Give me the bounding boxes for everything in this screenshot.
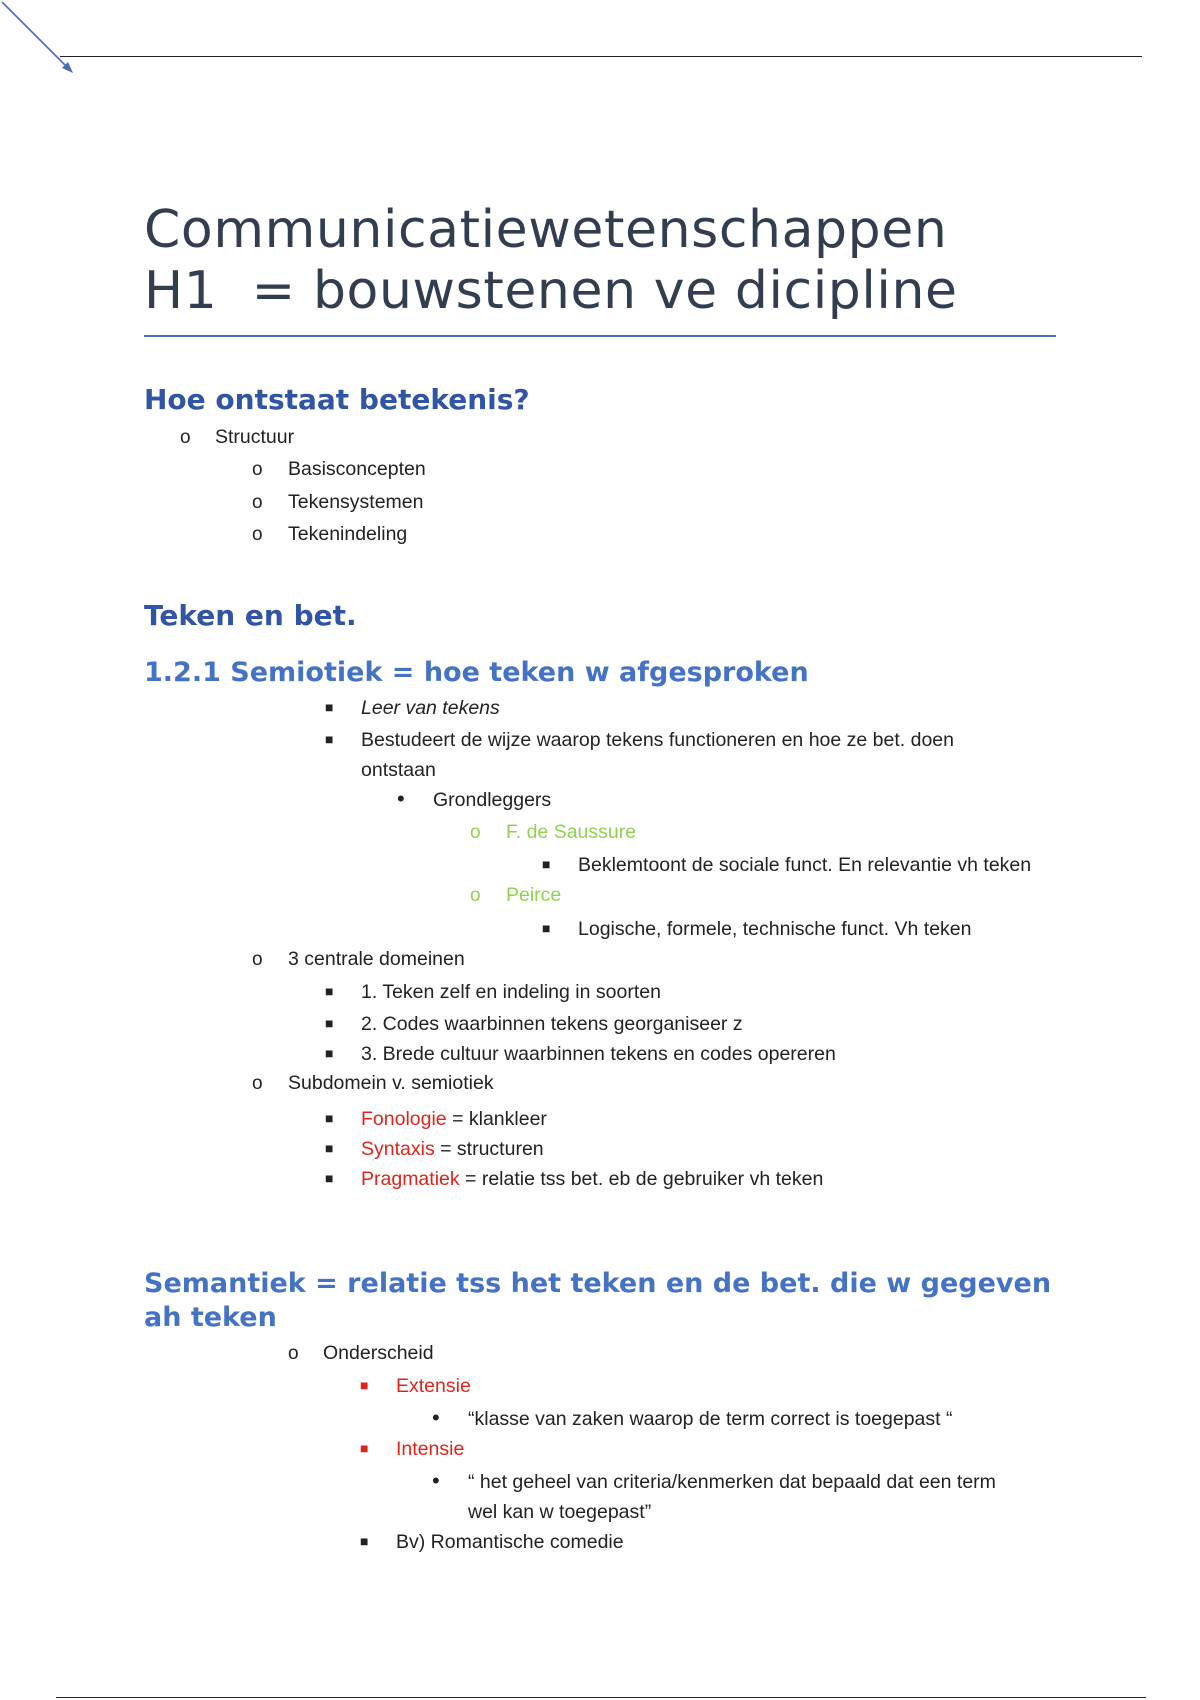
bullet-circle-icon: o xyxy=(252,949,263,970)
bullet-dot-icon: • xyxy=(432,1405,440,1430)
bullet-dot-icon: • xyxy=(432,1468,440,1493)
heading-teken-en-bet: Teken en bet. xyxy=(144,599,357,632)
bullet-circle-icon: o xyxy=(252,459,263,480)
bullet-circle-icon: o xyxy=(470,822,481,843)
list-item-syntaxis xyxy=(361,1134,544,1164)
list-item-fonologie xyxy=(361,1104,547,1134)
list-item-bestudeert-cont: ontstaan xyxy=(361,759,436,781)
list-item-pragmatiek xyxy=(361,1164,823,1194)
bullet-square-icon: ■ xyxy=(360,1440,369,1456)
list-item-grondleggers: Grondleggers xyxy=(433,789,552,811)
bullet-square-icon: ■ xyxy=(325,1015,334,1031)
heading-hoe-ontstaat-betekenis: Hoe ontstaat betekenis? xyxy=(144,383,530,416)
bullet-square-icon: ■ xyxy=(360,1377,369,1393)
list-item: 2. Codes waarbinnen tekens georganiseer z xyxy=(361,1013,743,1035)
title-line-1: Communicatiewetenschappen xyxy=(144,200,948,260)
list-item-intensie: Intensie xyxy=(396,1438,465,1460)
bullet-circle-icon: o xyxy=(288,1343,299,1364)
list-item: 3. Brede cultuur waarbinnen tekens en codes opereren xyxy=(361,1043,836,1065)
list-item-domeinen: 3 centrale domeinen xyxy=(288,948,465,970)
heading-semiotiek: 1.2.1 Semiotiek = hoe teken w afgesproken xyxy=(144,657,809,688)
list-item-structuur: Structuur xyxy=(215,426,295,448)
list-item-saussure: F. de Saussure xyxy=(506,821,637,843)
corner-arrow-icon xyxy=(0,0,90,90)
list-item-peirce-note: Logische, formele, technische funct. Vh teken xyxy=(578,918,972,940)
bullet-square-icon: ■ xyxy=(325,1140,334,1156)
list-item-bestudeert: Bestudeert de wijze waarop tekens functioneren en hoe ze bet. doen xyxy=(361,729,954,751)
bullet-circle-icon: o xyxy=(252,524,263,545)
bullet-circle-icon: o xyxy=(252,492,263,513)
bullet-square-icon: ■ xyxy=(360,1533,369,1549)
document-title xyxy=(144,200,1056,322)
list-item-bv: Bv) Romantische comedie xyxy=(396,1531,624,1553)
bullet-square-icon: ■ xyxy=(325,1045,334,1061)
heading-semantiek-line-1: Semantiek = relatie tss het teken en de bet. die w gegeven xyxy=(144,1268,1052,1299)
bullet-square-icon: ■ xyxy=(325,1110,334,1126)
term-definition: = structuren xyxy=(434,1138,544,1160)
list-item-subdomein: Subdomein v. semiotiek xyxy=(288,1072,494,1094)
list-item-extensie: Extensie xyxy=(396,1375,471,1397)
bullet-square-icon: ■ xyxy=(325,983,334,999)
term-syntaxis: Syntaxis xyxy=(361,1138,435,1160)
list-item-saussure-note: Beklemtoont de sociale funct. En relevantie vh teken xyxy=(578,854,1032,876)
title-line-2: H1 = bouwstenen ve dicipline xyxy=(144,261,958,321)
list-item-peirce: Peirce xyxy=(506,884,562,906)
bullet-dot-icon: • xyxy=(397,786,405,811)
list-item-leer-van-tekens: Leer van tekens xyxy=(361,697,500,719)
list-item-intensie-def: “ het geheel van criteria/kenmerken dat bepaald dat een term xyxy=(468,1471,996,1493)
list-item-intensie-def-cont: wel kan w toegepast” xyxy=(468,1501,652,1523)
list-item: Tekensystemen xyxy=(288,491,424,513)
header-rule xyxy=(60,56,1142,57)
bullet-square-icon: ■ xyxy=(542,920,551,936)
heading-semantiek-line-2: ah teken xyxy=(144,1302,277,1333)
term-fonologie: Fonologie xyxy=(361,1108,447,1130)
list-item-onderscheid: Onderscheid xyxy=(323,1342,434,1364)
bullet-square-icon: ■ xyxy=(542,856,551,872)
term-pragmatiek: Pragmatiek xyxy=(361,1168,460,1190)
term-definition: = relatie tss bet. eb de gebruiker vh teken xyxy=(459,1168,824,1190)
list-item-extensie-def: “klasse van zaken waarop de term correct is toegepast “ xyxy=(468,1408,953,1430)
term-definition: = klankleer xyxy=(446,1108,547,1130)
bullet-square-icon: ■ xyxy=(325,731,334,747)
list-item: 1. Teken zelf en indeling in soorten xyxy=(361,981,661,1003)
bullet-circle-icon: o xyxy=(470,885,481,906)
list-item: Basisconcepten xyxy=(288,458,426,480)
bullet-square-icon: ■ xyxy=(325,699,334,715)
bullet-circle-icon: o xyxy=(252,1073,263,1094)
bullet-square-icon: ■ xyxy=(325,1170,334,1186)
footer-rule xyxy=(56,1697,1146,1698)
list-item: Tekenindeling xyxy=(288,523,408,545)
title-underline xyxy=(144,335,1056,337)
bullet-circle-icon: o xyxy=(180,427,191,448)
